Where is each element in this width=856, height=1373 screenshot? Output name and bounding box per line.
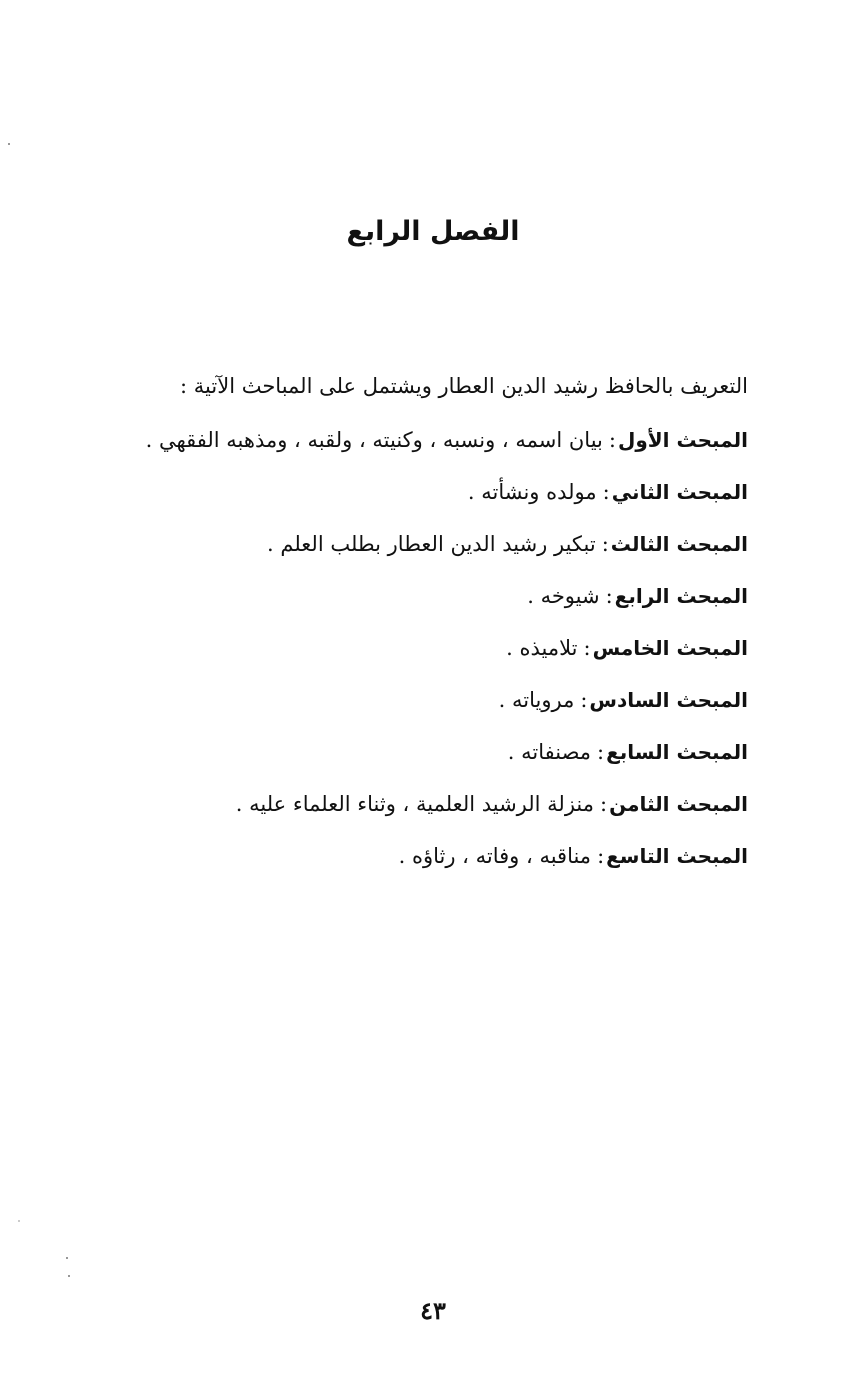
colon-separator: :: [602, 480, 610, 504]
section-label: المبحث الثاني: [611, 480, 748, 504]
section-item: [98, 622, 748, 674]
scan-speck: [8, 143, 10, 145]
colon-separator: :: [580, 688, 588, 712]
section-label: المبحث الرابع: [614, 584, 748, 608]
section-label: المبحث التاسع: [606, 844, 748, 868]
scan-speck: [68, 1275, 70, 1277]
colon-separator: :: [608, 428, 616, 452]
section-label: المبحث الخامس: [592, 636, 748, 660]
section-label: المبحث السادس: [589, 688, 748, 712]
section-text: بيان اسمه ، ونسبه ، وكنيته ، ولقبه ، ومذهبه الفقهي .: [145, 428, 603, 452]
section-list: [98, 414, 748, 882]
section-text: مولده ونشأته .: [467, 480, 597, 504]
section-label: المبحث الأول: [617, 428, 748, 452]
colon-separator: :: [601, 532, 609, 556]
section-text: تلاميذه .: [506, 636, 578, 660]
section-item: [98, 778, 748, 830]
section-item: [98, 570, 748, 622]
section-text: مصنفاته .: [507, 740, 592, 764]
section-item: [98, 414, 748, 466]
colon-separator: :: [597, 844, 605, 868]
colon-separator: :: [597, 740, 605, 764]
section-label: المبحث الثالث: [610, 532, 748, 556]
colon-separator: :: [583, 636, 591, 660]
chapter-title: الفصل الرابع: [346, 216, 520, 247]
section-label: المبحث السابع: [606, 740, 748, 764]
chapter-intro: التعريف بالحافظ رشيد الدين العطار ويشتمل على المباحث الآتية :: [180, 374, 748, 398]
scan-speck: [66, 1257, 68, 1259]
section-item: [98, 674, 748, 726]
colon-separator: :: [605, 584, 613, 608]
section-text: تبكير رشيد الدين العطار بطلب العلم .: [267, 532, 596, 556]
section-text: شيوخه .: [527, 584, 600, 608]
scan-speck: [18, 1220, 20, 1222]
section-item: [98, 466, 748, 518]
section-item: [98, 726, 748, 778]
section-text: مروياته .: [498, 688, 575, 712]
section-item: [98, 830, 748, 882]
section-text: مناقبه ، وفاته ، رثاؤه .: [398, 844, 592, 868]
colon-separator: :: [600, 792, 608, 816]
section-item: [98, 518, 748, 570]
section-text: منزلة الرشيد العلمية ، وثناء العلماء عليه .: [235, 792, 595, 816]
page-number: ٤٣: [420, 1296, 446, 1325]
section-label: المبحث الثامن: [609, 792, 748, 816]
